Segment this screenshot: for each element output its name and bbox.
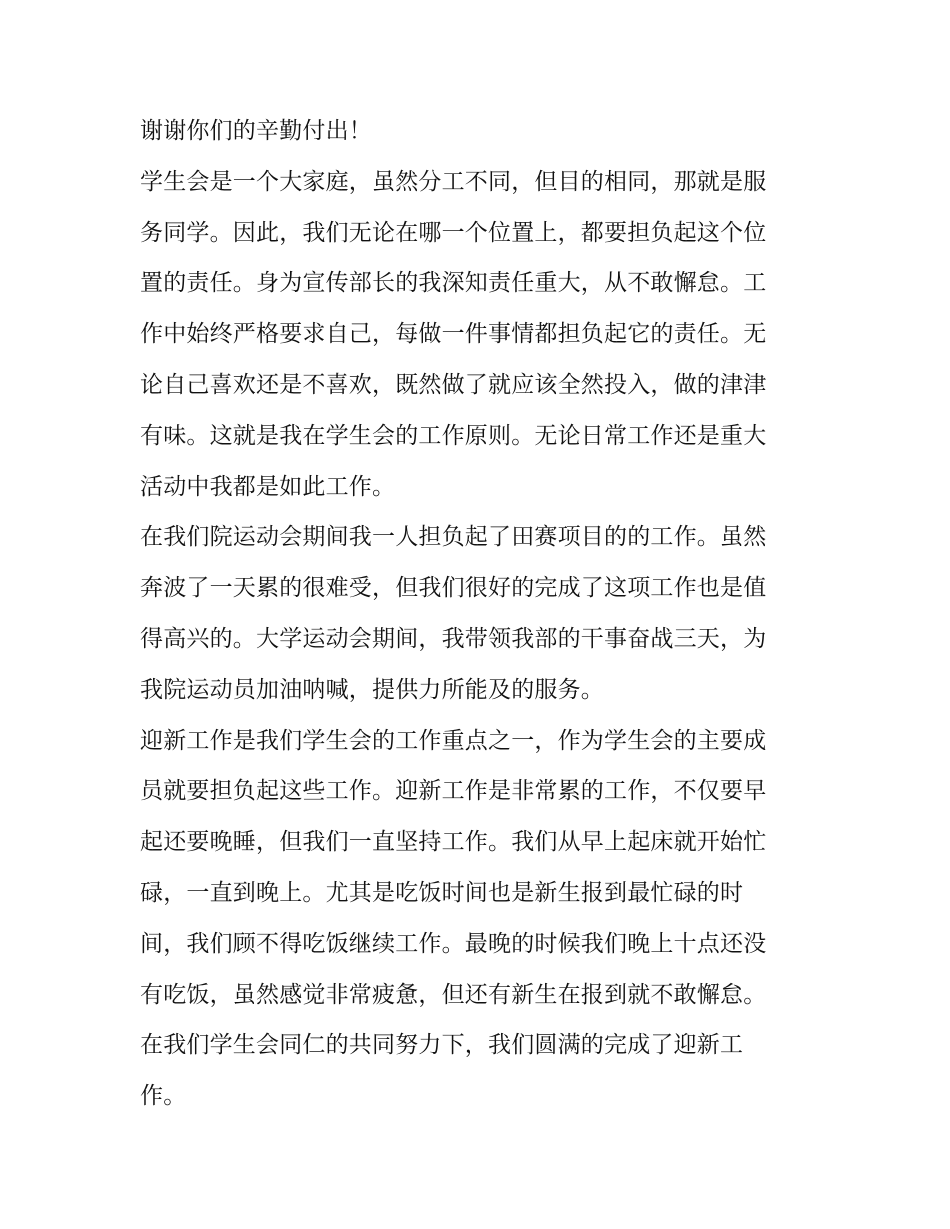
text-line: 员就要担负起这些工作。迎新工作是非常累的工作，不仅要早 — [140, 778, 767, 805]
text-line: 奔波了一天累的很难受，但我们很好的完成了这项工作也是值 — [140, 575, 767, 602]
text-line: 有吃饭，虽然感觉非常疲惫，但还有新生在报到就不敢懈怠。 — [140, 981, 767, 1008]
text-line: 论自己喜欢还是不喜欢，既然做了就应该全然投入，做的津津 — [140, 371, 767, 398]
text-line: 起还要晚睡，但我们一直坚持工作。我们从早上起床就开始忙 — [140, 829, 767, 856]
text-line: 置的责任。身为宣传部长的我深知责任重大，从不敢懈怠。工 — [140, 270, 767, 297]
text-line: 得高兴的。大学运动会期间，我带领我部的干事奋战三天，为 — [140, 625, 767, 652]
text-line: 碌，一直到晚上。尤其是吃饭时间也是新生报到最忙碌的时 — [140, 879, 744, 906]
text-line: 有味。这就是我在学生会的工作原则。无论日常工作还是重大 — [140, 422, 767, 449]
text-line: 间，我们顾不得吃饭继续工作。最晚的时候我们晚上十点还没 — [140, 930, 767, 957]
text-line: 作中始终严格要求自己，每做一件事情都担负起它的责任。无 — [140, 321, 767, 348]
text-line: 务同学。因此，我们无论在哪一个位置上，都要担负起这个位 — [140, 219, 767, 246]
document-body — [140, 106, 812, 1122]
text-line: 学生会是一个大家庭，虽然分工不同，但目的相同，那就是服 — [140, 168, 767, 195]
text-line: 迎新工作是我们学生会的工作重点之一，作为学生会的主要成 — [140, 727, 767, 754]
text-line: 我院运动员加油呐喊，提供力所能及的服务。 — [140, 676, 604, 703]
text-line: 在我们院运动会期间我一人担负起了田赛项目的的工作。虽然 — [140, 524, 767, 551]
text-line: 活动中我都是如此工作。 — [140, 473, 396, 500]
text-line: 在我们学生会同仁的共同努力下，我们圆满的完成了迎新工 — [140, 1032, 744, 1059]
text-line: 作。 — [140, 1083, 187, 1110]
text-line: 谢谢你们的辛勤付出！ — [140, 118, 372, 144]
